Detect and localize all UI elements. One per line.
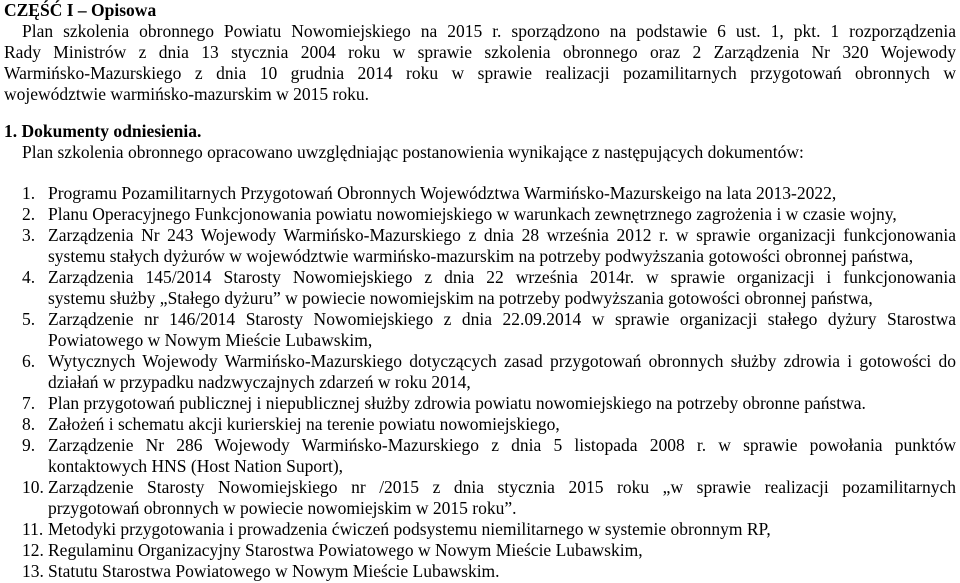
reference-text xyxy=(48,414,956,435)
reference-item xyxy=(4,477,956,519)
reference-line: Zarządzenia 145/2014 Starosty Nowomiejskiego z dnia 22 września 2014r. w sprawie organizacji i funkcjonowania xyxy=(48,267,956,287)
reference-text xyxy=(48,477,956,519)
reference-number: 1. xyxy=(22,183,36,203)
reference-text xyxy=(48,309,956,351)
reference-item xyxy=(4,414,956,435)
reference-number: 10. xyxy=(22,477,44,497)
reference-item xyxy=(4,225,956,267)
reference-line: systemu stałych dyżurów w województwie warmińsko-mazurskim na potrzeby podwyższania gotowości obronnej państwa, xyxy=(48,246,914,266)
reference-line: Metodyki przygotowania i prowadzenia ćwiczeń podsystemu niemilitarnego w systemie obronnym RP, xyxy=(48,519,771,539)
reference-item xyxy=(4,183,956,204)
reference-number: 4. xyxy=(22,267,36,287)
reference-line: Zarządzenie Nr 286 Wojewody Warmińsko-Mazurskiego z dnia 5 listopada 2008 r. w sprawie powołania punktów xyxy=(48,435,956,455)
reference-item xyxy=(4,393,956,414)
reference-line: Zarządzenie Starosty Nowomiejskiego nr /2015 z dnia stycznia 2015 roku „w sprawie realizacji pozamilitarnych xyxy=(48,477,956,497)
intro-line: Warmińsko-Mazurskiego z dnia 10 grudnia 2014 roku w sprawie realizacji pozamilitarnych przygotowań obronnych w xyxy=(4,63,956,83)
reference-number: 5. xyxy=(22,309,36,329)
reference-item xyxy=(4,351,956,393)
reference-number: 6. xyxy=(22,351,36,371)
intro-line: województwie warmińsko-mazurskim w 2015 roku. xyxy=(4,84,369,104)
intro-line: Plan szkolenia obronnego Powiatu Nowomiejskiego na 2015 r. sporządzono na podstawie 6 ust. 1, pkt. 1 rozporządzenia xyxy=(22,21,956,41)
reference-text xyxy=(48,183,956,204)
reference-text xyxy=(48,393,956,414)
reference-item xyxy=(4,540,956,561)
reference-number: 13. xyxy=(22,561,44,581)
reference-line: Zarządzenia Nr 243 Wojewody Warmińsko-Mazurskiego z dnia 28 września 2012 r. w sprawie organizacji funkcjonowania xyxy=(48,225,956,245)
reference-item xyxy=(4,309,956,351)
reference-line: kontaktowych HNS (Host Nation Suport), xyxy=(48,456,344,476)
reference-item xyxy=(4,561,956,582)
section-title: 1. Dokumenty odniesienia. xyxy=(4,121,202,141)
reference-line: Regulaminu Organizacyjny Starostwa Powiatowego w Nowym Mieście Lubawskim, xyxy=(48,540,643,560)
reference-list xyxy=(4,183,956,582)
reference-text xyxy=(48,204,956,225)
document-heading: CZĘŚĆ I – Opisowa xyxy=(4,0,157,20)
reference-number: 7. xyxy=(22,393,36,413)
reference-line: Plan przygotowań publicznej i niepublicznej służby zdrowia powiatu nowomiejskiego na potrzeby obronne państwa. xyxy=(48,393,866,413)
reference-text xyxy=(48,351,956,393)
reference-text xyxy=(48,540,956,561)
reference-line: Powiatowego w Nowym Mieście Lubawskim, xyxy=(48,330,373,350)
document-page xyxy=(4,0,956,582)
reference-line: przygotowań obronnych w powiecie nowomiejskim w 2015 roku”. xyxy=(48,498,517,518)
reference-line: Planu Operacyjnego Funkcjonowania powiatu nowomiejskiego w warunkach zewnętrznego zagrożenia i w czasie wojny, xyxy=(48,204,897,224)
reference-line: Zarządzenie nr 146/2014 Starosty Nowomiejskiego z dnia 22.09.2014 w sprawie organizacji stałego dyżury Starostwa xyxy=(48,309,956,329)
reference-number: 2. xyxy=(22,204,36,224)
intro-line: Rady Ministrów z dnia 13 stycznia 2004 roku w sprawie szkolenia obronnego oraz 2 Zarządzenia Nr 320 Wojewody xyxy=(4,42,956,62)
reference-text xyxy=(48,519,956,540)
reference-item xyxy=(4,435,956,477)
reference-number: 9. xyxy=(22,435,36,455)
intro-paragraph xyxy=(4,21,956,105)
reference-line: systemu służby „Stałego dyżuru” w powiecie nowomiejskim na potrzeby podwyższania gotowości obronnej państwa, xyxy=(48,288,873,308)
reference-number: 12. xyxy=(22,540,44,560)
reference-text xyxy=(48,267,956,309)
reference-line: Programu Pozamilitarnych Przygotowań Obronnych Województwa Warmińsko-Mazurskeigo na lata 2013-2022, xyxy=(48,183,837,203)
reference-line: działań w przypadku nadzwyczajnych zdarzeń w roku 2014, xyxy=(48,372,471,392)
reference-line: Wytycznych Wojewody Warmińsko-Mazurskiego dotyczących zasad przygotowań obronnych służby zdrowia i gotowości do xyxy=(48,351,956,371)
reference-item xyxy=(4,204,956,225)
reference-number: 8. xyxy=(22,414,36,434)
reference-text xyxy=(48,225,956,267)
reference-number: 3. xyxy=(22,225,36,245)
reference-line: Statutu Starostwa Powiatowego w Nowym Mieście Lubawskim. xyxy=(48,561,500,581)
section-lead: Plan szkolenia obronnego opracowano uwzględniając postanowienia wynikające z następujących dokumentów: xyxy=(22,142,804,162)
reference-text xyxy=(48,435,956,477)
reference-line: Założeń i schematu akcji kurierskiej na terenie powiatu nowomiejskiego, xyxy=(48,414,560,434)
reference-number: 11. xyxy=(22,519,44,539)
reference-item xyxy=(4,519,956,540)
reference-text xyxy=(48,561,956,582)
reference-item xyxy=(4,267,956,309)
